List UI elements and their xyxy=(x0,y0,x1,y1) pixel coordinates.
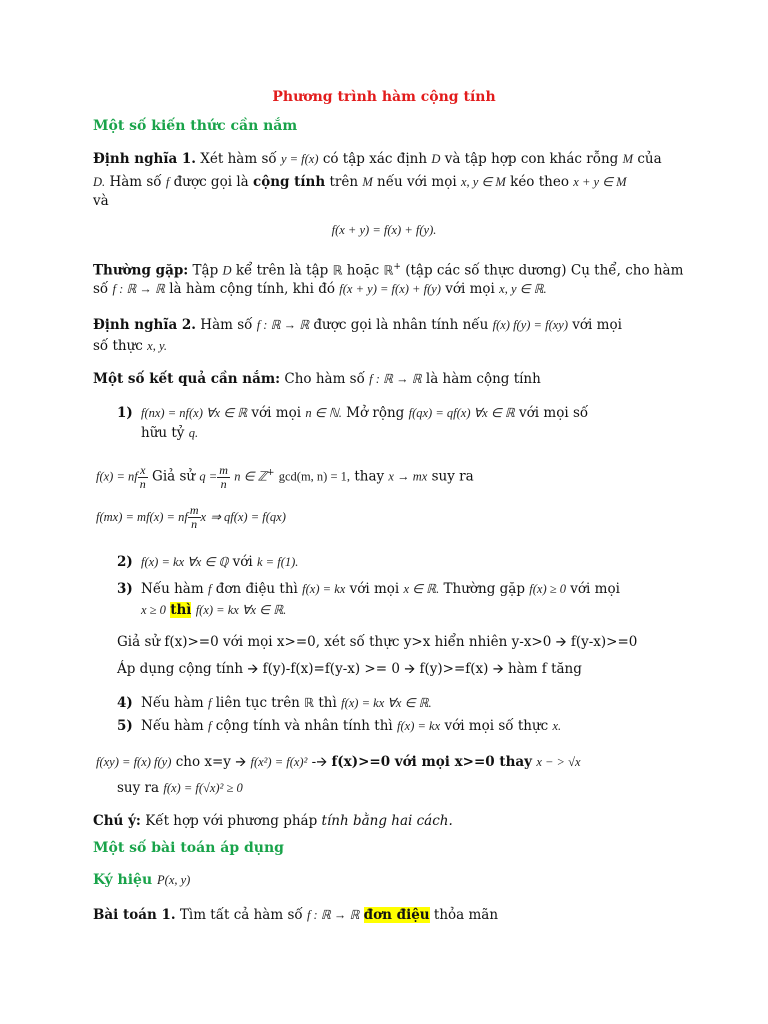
text: là hàm cộng tính, khi đó xyxy=(164,281,340,297)
fraction xyxy=(217,464,230,491)
math: f(x) = kx ∀x ∈ ℚ xyxy=(141,555,229,569)
text: nếu với mọi xyxy=(372,174,461,190)
numerator: x xyxy=(140,462,146,477)
definition-2-label: Định nghĩa 2. xyxy=(93,317,196,333)
text: suy ra xyxy=(427,468,474,485)
section-heading-notation xyxy=(93,871,190,889)
text: hữu tỷ xyxy=(141,425,189,441)
math: x → mx xyxy=(388,469,428,484)
math: f xyxy=(207,719,212,733)
math: f(x + y) = f(x) + f(y) xyxy=(339,282,441,296)
math: f(x) ≥ 0 xyxy=(529,582,567,596)
math: f(x²) = f(x)² xyxy=(250,755,308,769)
result-5-proof-line-1 xyxy=(96,753,581,771)
problem-1-label: Bài toán 1. xyxy=(93,907,176,923)
math: f xyxy=(165,175,170,189)
math: x, y ∈ M xyxy=(460,175,506,189)
text: với mọi xyxy=(566,581,620,597)
text: suy ra xyxy=(117,780,164,796)
math: k = f(1). xyxy=(257,555,299,569)
math: f : ℝ → ℝ xyxy=(256,318,310,332)
text: thì xyxy=(314,695,342,711)
result-1-line-4 xyxy=(96,502,286,532)
math: f xyxy=(207,582,212,596)
text: Hàm số xyxy=(196,317,257,333)
math: P(x, y) xyxy=(157,873,191,887)
math: f xyxy=(207,696,212,710)
list-number: 4) xyxy=(117,695,133,711)
math: n ∈ ℕ. xyxy=(305,406,342,420)
results-label: Một số kết quả cần nắm: xyxy=(93,371,281,387)
common-label: Thường gặp: xyxy=(93,262,189,279)
note xyxy=(93,812,453,830)
math: D xyxy=(431,152,441,166)
math: f(x) = kx xyxy=(397,719,441,733)
math: q = xyxy=(199,469,218,484)
text: Tập xyxy=(188,262,223,279)
note-label: Chú ý: xyxy=(93,813,141,829)
text: thỏa mãn xyxy=(429,907,499,923)
result-1-line-2 xyxy=(141,424,198,442)
math: ℝ xyxy=(383,263,394,278)
results-heading xyxy=(93,370,541,388)
proof-line-1: Giả sử f(x)>=0 với mọi x>=0, xét số thực y>x hiển nhiên y-x>0 🡪 f(y-x)>=0 xyxy=(117,634,638,650)
math: ℝ xyxy=(304,696,315,710)
math: f(qx) = qf(x) ∀x ∈ ℝ xyxy=(408,406,515,420)
text: kể trên là tập xyxy=(231,262,333,279)
math: f(mx) = mf(x) = nf xyxy=(96,510,188,524)
math: M xyxy=(362,175,373,189)
result-1-line-1 xyxy=(117,404,588,422)
result-3-line-1 xyxy=(117,580,620,598)
text: Hàm số xyxy=(105,174,166,190)
math: x − > √x xyxy=(536,755,581,769)
text: trên xyxy=(325,174,363,190)
numerator: m xyxy=(219,462,228,477)
superscript: + xyxy=(266,468,275,478)
common-line-2 xyxy=(93,280,547,298)
text: số xyxy=(93,281,113,297)
text: Giả sử xyxy=(147,468,200,485)
math: f(x) f(y) = f(xy) xyxy=(492,318,569,332)
text: được gọi là nhân tính nếu xyxy=(309,317,493,333)
notation-label: Ký hiệu xyxy=(93,872,158,888)
text: Kết hợp với phương pháp xyxy=(140,813,322,829)
text: với mọi số xyxy=(514,405,589,421)
italic-text: tính bằng hai cách. xyxy=(321,813,453,829)
math: x ≥ 0 xyxy=(141,603,166,617)
superscript: + xyxy=(393,262,401,272)
definition-1-equation: f(x + y) = f(x) + f(y). xyxy=(331,223,437,237)
math: f(nx) = nf(x) ∀x ∈ ℝ xyxy=(141,406,248,420)
section-heading-problems: Một số bài toán áp dụng xyxy=(93,840,284,856)
text: có tập xác định xyxy=(318,151,432,167)
definition-1-line-3: và xyxy=(93,193,109,209)
highlighted-word: đơn điệu xyxy=(363,907,430,923)
text: Nếu hàm xyxy=(141,581,208,597)
definition-1-label: Định nghĩa 1. xyxy=(93,151,196,167)
page-title: Phương trình hàm cộng tính xyxy=(272,89,496,105)
math: q. xyxy=(188,426,199,440)
definition-2-line-1 xyxy=(93,316,622,334)
definition-1-line-1 xyxy=(93,150,662,168)
text: thay xyxy=(350,468,389,485)
result-1-line-3 xyxy=(96,458,474,492)
math: x. xyxy=(552,719,562,733)
text: là hàm cộng tính xyxy=(421,371,541,387)
highlighted-word: thì xyxy=(170,602,192,618)
result-5-proof-line-2 xyxy=(117,779,243,797)
text: (tập các số thực dương) Cụ thể, cho hàm xyxy=(400,262,684,279)
text: cộng tính và nhân tính thì xyxy=(211,718,398,734)
denominator: n xyxy=(217,477,230,491)
fraction xyxy=(138,464,148,491)
math: x, y. xyxy=(147,339,167,353)
proof-line-2: Áp dụng cộng tính 🡪 f(y)-f(x)=f(y-x) >= 0 🡪 f(y)>=f(x) 🡪 hàm f tăng xyxy=(117,661,582,677)
text: Xét hàm số xyxy=(196,151,281,167)
definition-1-line-2 xyxy=(93,173,627,191)
text: với mọi xyxy=(345,581,404,597)
list-number: 2) xyxy=(117,554,133,570)
math: x ∈ ℝ. xyxy=(403,582,440,596)
math: y = f(x) xyxy=(280,152,319,166)
text: Mở rộng xyxy=(341,405,409,421)
math: D xyxy=(222,263,232,278)
math: f(x) = kx xyxy=(302,582,346,596)
section-heading-knowledge: Một số kiến thức cần nắm xyxy=(93,118,298,134)
math: D. xyxy=(93,175,106,189)
math: f(x) = nf xyxy=(96,469,138,484)
text: Nếu hàm xyxy=(141,695,208,711)
result-3-line-2 xyxy=(141,601,286,619)
math: x xyxy=(200,510,207,524)
fraction xyxy=(188,504,201,531)
math: f : ℝ → ℝ xyxy=(112,282,165,296)
text: của xyxy=(633,151,662,167)
math: ℝ xyxy=(332,263,343,278)
math: f : ℝ → ℝ xyxy=(369,372,422,386)
list-number: 3) xyxy=(117,581,133,597)
math: f(x) = f(√x)² ≥ 0 xyxy=(163,781,243,795)
list-number: 1) xyxy=(117,405,133,421)
list-number: 5) xyxy=(117,718,133,734)
text: Cho hàm số xyxy=(280,371,370,387)
text: với xyxy=(228,554,257,570)
bold-text: f(x)>=0 với mọi x>=0 thay xyxy=(331,754,533,770)
text: với mọi số thực xyxy=(440,718,553,734)
result-5 xyxy=(117,717,561,735)
math: f(xy) = f(x) f(y) xyxy=(96,755,172,769)
text: hoặc xyxy=(342,262,384,279)
math: gcd(m, n) = 1, xyxy=(278,469,351,484)
result-4 xyxy=(117,694,432,712)
text: liên tục trên xyxy=(211,695,305,711)
text: Tìm tất cả hàm số xyxy=(175,907,307,923)
text: được gọi là xyxy=(169,174,253,190)
denominator: n xyxy=(188,517,201,531)
text: số thực xyxy=(93,338,148,354)
text: Thường gặp xyxy=(439,581,530,597)
text: đơn điệu thì xyxy=(211,581,303,597)
numerator: m xyxy=(189,503,199,517)
problem-1 xyxy=(93,906,498,924)
result-2 xyxy=(117,553,298,571)
text: cho x=y 🡪 xyxy=(171,754,251,770)
math: n ∈ ℤ xyxy=(234,469,267,484)
bold-term: cộng tính xyxy=(252,174,326,190)
text: kéo theo xyxy=(505,174,574,190)
text: với mọi xyxy=(568,317,622,333)
text: và tập hợp con khác rỗng xyxy=(440,151,623,167)
math: x, y ∈ ℝ. xyxy=(499,282,547,296)
denominator: n xyxy=(139,476,146,491)
definition-2-line-2 xyxy=(93,337,167,355)
math: f : ℝ → ℝ xyxy=(306,908,360,922)
math: f(x) = kx ∀x ∈ ℝ. xyxy=(195,603,287,617)
text: -🡪 xyxy=(307,754,332,770)
text: với mọi xyxy=(440,281,500,297)
common-line-1 xyxy=(93,258,683,280)
math: M xyxy=(622,152,634,166)
text: với mọi xyxy=(247,405,306,421)
text: Nếu hàm xyxy=(141,718,208,734)
math: x + y ∈ M xyxy=(573,175,627,189)
math: ⇒ qf(x) = f(qx) xyxy=(210,510,286,524)
math: f(x) = kx ∀x ∈ ℝ. xyxy=(341,696,432,710)
